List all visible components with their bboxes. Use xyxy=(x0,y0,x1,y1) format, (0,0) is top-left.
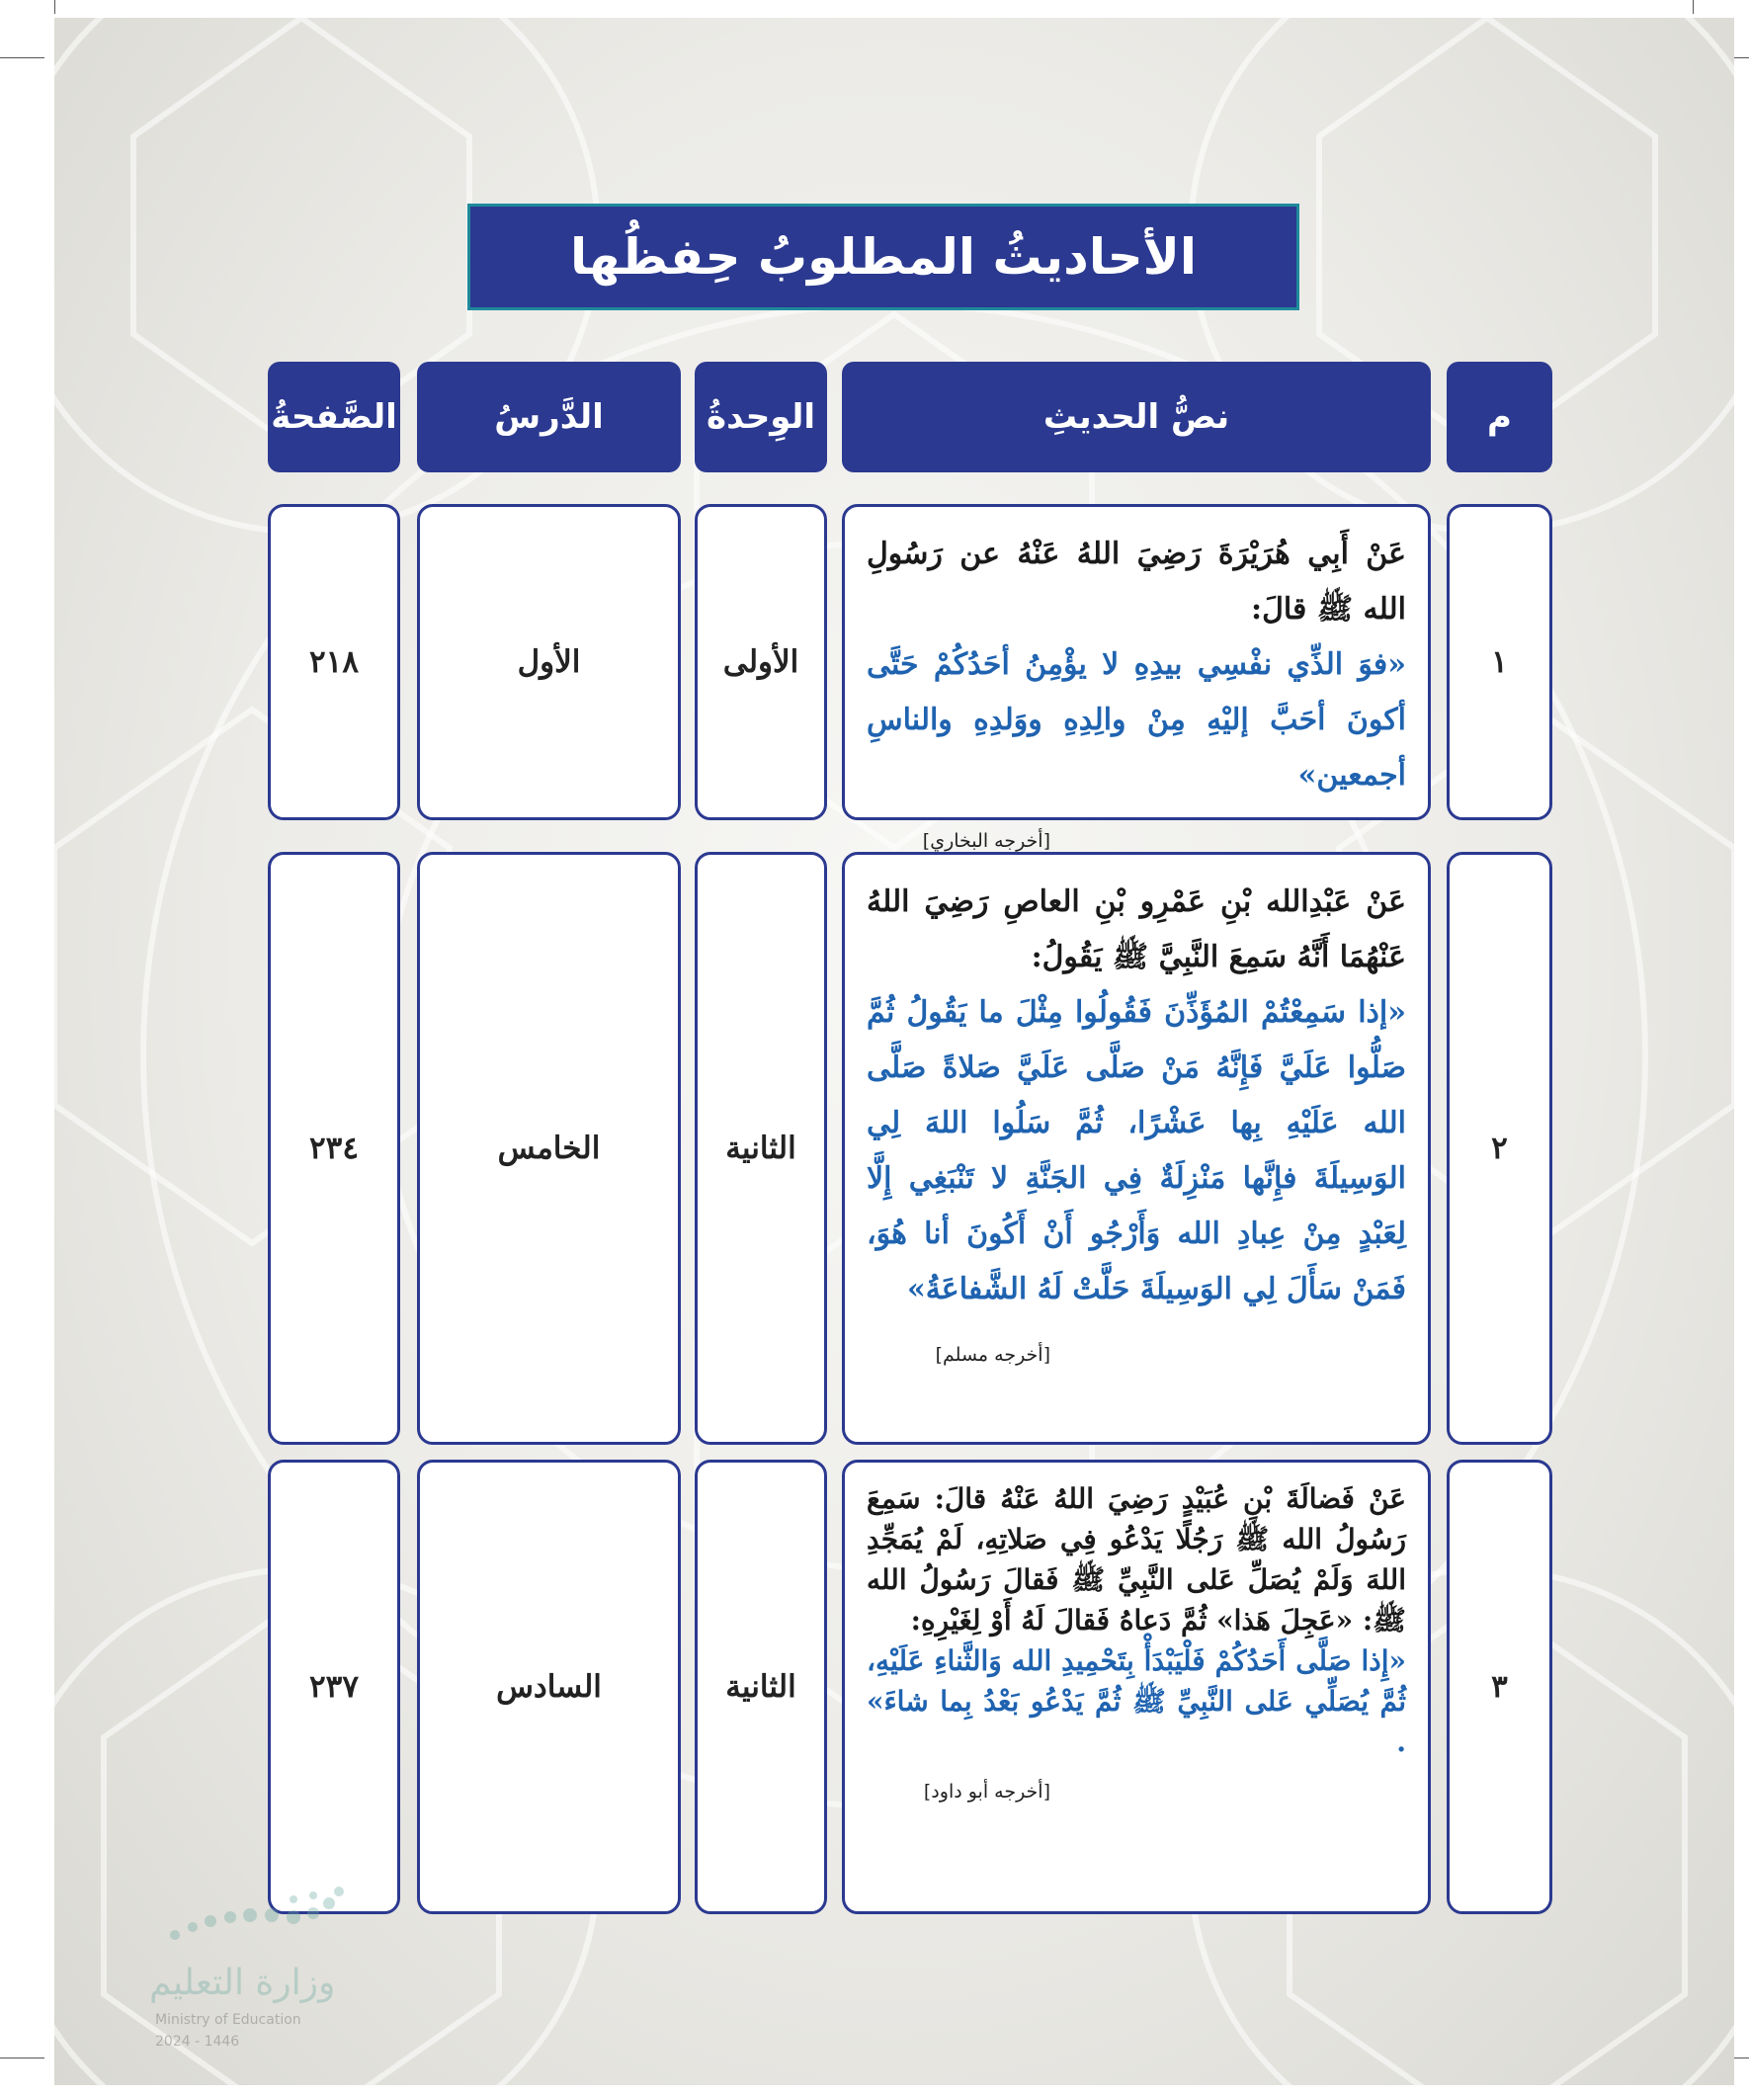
row-3-unit: الثانية xyxy=(695,1460,827,1914)
row-2-hadith xyxy=(842,852,1431,1445)
logo-arabic: وزارة التعليم xyxy=(149,1963,336,2003)
row-3-page: ٢٣٧ xyxy=(268,1460,400,1914)
logo-year: 2024 - 1446 xyxy=(155,2034,240,2050)
row-2-quote: «إذا سَمِعْتُمْ المُؤَذِّنَ فَقُولُوا مِثْلَ ما يَقُولُ ثُمَّ صَلُّوا عَلَيَّ فَإِنَّهُ مَنْ صَلَّى عَلَيَّ صَلاةً صَلَّى الله عَلَيْهِ بِها عَشْرًا، ثُمَّ سَلُوا اللهَ لِي الوَسِيلَةَ فإِنَّها مَنْزِلَةٌ فِي الجَنَّةِ لا تَنْبَغِي إِلَّا لِعَبْدٍ مِنْ عِبادِ الله وَأَرْجُو أَنْ أَكُونَ أنا هُوَ، فَمَنْ سَأَلَ لِي الوَسِيلَةَ حَلَّتْ لَهُ الشَّفاعَةُ» xyxy=(867,995,1406,1306)
logo-dots-icon xyxy=(155,1886,353,1955)
row-1-source: [أخرجه البخاري] xyxy=(922,830,1050,852)
row-2-source: [أخرجه مسلم] xyxy=(935,1344,1050,1366)
page-title: الأحاديثُ المطلوبُ حِفظُها xyxy=(569,228,1197,286)
row-1-page: ٢١٨ xyxy=(268,504,400,820)
crop-mark xyxy=(54,0,55,14)
row-2-num: ٢ xyxy=(1447,852,1552,1445)
header-unit: الوِحدةُ xyxy=(695,362,827,472)
row-3-quote: «إِذا صَلَّى أَحَدُكُمْ فَلْيَبْدَأْ بِتَحْمِيدِ الله وَالثَّناءِ عَلَيْهِ، ثُمَّ يُصَلِّي عَلى النَّبِيِّ ﷺ ثُمَّ يَدْعُو بَعْدُ بِما شاءَ» . xyxy=(867,1644,1406,1758)
row-1-intro: عَنْ أَبِي هُرَيْرَةَ رَضِيَ اللهُ عَنْهُ عن رَسُولِ الله ﷺ قالَ: xyxy=(867,537,1406,627)
row-1-lesson: الأول xyxy=(417,504,681,820)
row-2-lesson: الخامس xyxy=(417,852,681,1445)
ministry-logo xyxy=(116,1886,373,2073)
row-1-quote: «فوَ الذِّي نفْسِي بيدِهِ لا يؤْمِنُ أحَدُكُمْ حَتَّى أكونَ أحَبَّ إليْهِ مِنْ والِدِهِ ووَلدِهِ والناسِ أجمعين» xyxy=(867,647,1406,793)
row-1-unit: الأولى xyxy=(695,504,827,820)
page xyxy=(54,18,1734,2085)
crop-mark xyxy=(0,57,44,58)
header-num: م xyxy=(1447,362,1552,472)
row-2-unit: الثانية xyxy=(695,852,827,1445)
row-3-lesson: السادس xyxy=(417,1460,681,1914)
page-title-box xyxy=(467,204,1299,310)
logo-english: Ministry of Education xyxy=(155,2012,301,2028)
row-3-intro: عَنْ فَضالَةَ بْنِ عُبَيْدٍ رَضِيَ اللهُ عَنْهُ قالَ: سَمِعَ رَسُولُ الله ﷺ رَجُلًا يَدْعُو فِي صَلاتِهِ، لَمْ يُمَجِّدِ اللهَ وَلَمْ يُصَلِّ عَلى النَّبِيِّ ﷺ فَقالَ رَسُولُ الله ﷺ: «عَجِلَ هَذا» ثُمَّ دَعاهُ فَقالَ لَهُ أَوْ لِغَيْرِهِ: xyxy=(867,1482,1406,1637)
row-2-intro: عَنْ عَبْدِالله بْنِ عَمْرِو بْنِ العاصِ رَضِيَ اللهُ عَنْهُمَا أَنَّهُ سَمِعَ النَّبِيَّ ﷺ يَقُولُ: xyxy=(867,884,1406,974)
row-3-hadith xyxy=(842,1460,1431,1914)
header-text: نصُّ الحديثِ xyxy=(842,362,1431,472)
row-2-page: ٢٣٤ xyxy=(268,852,400,1445)
row-1-hadith xyxy=(842,504,1431,852)
crop-mark xyxy=(1693,0,1694,14)
header-lesson: الدَّرسُ xyxy=(417,362,681,472)
row-3-source: [أخرجه أبو داود] xyxy=(923,1781,1050,1803)
header-page: الصَّفحةُ xyxy=(268,362,400,472)
row-3-num: ٣ xyxy=(1447,1460,1552,1914)
row-1-num: ١ xyxy=(1447,504,1552,820)
